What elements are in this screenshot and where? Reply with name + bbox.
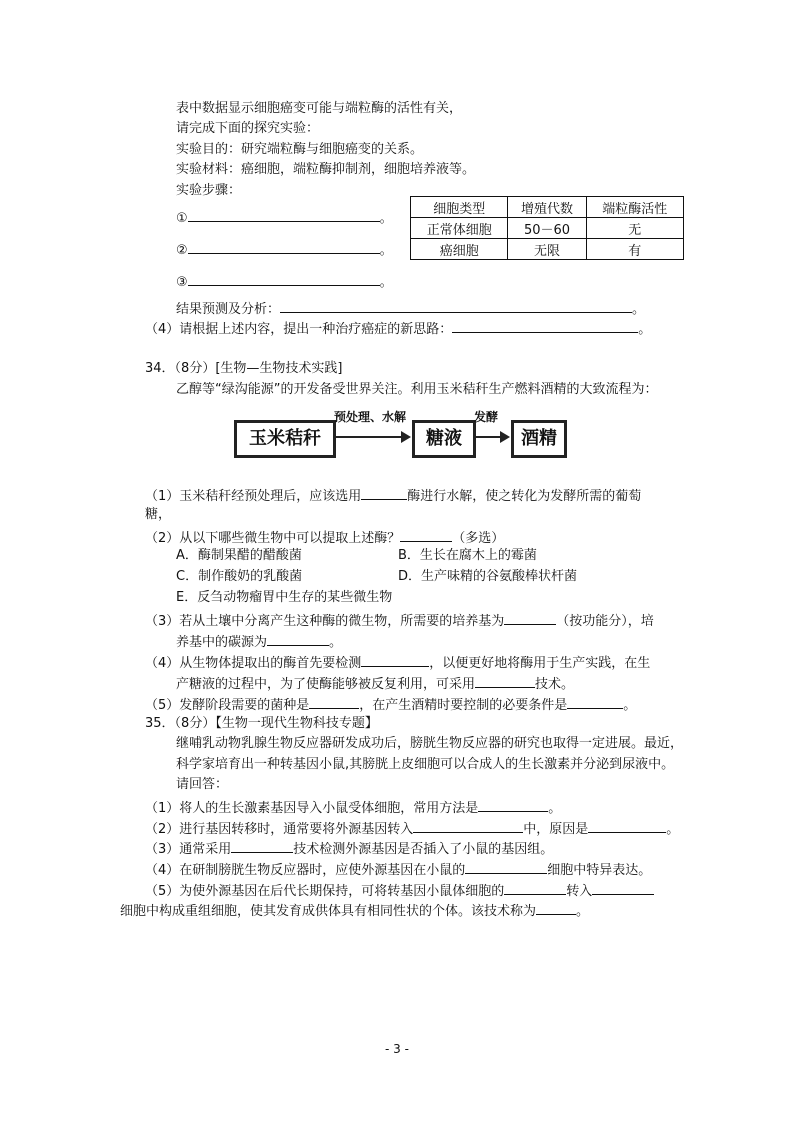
q34-q1-blank[interactable] bbox=[361, 485, 407, 500]
q35-q2: （2）进行基因转移时，通常要将外源基因转入 中，原因是 。 bbox=[145, 818, 679, 839]
q34-q3: （3）若从土壤中分离产生这种酶的微生物，所需要的培养基为 （按功能分），培 bbox=[145, 610, 654, 631]
q35-q2-blank1[interactable] bbox=[413, 818, 523, 833]
arrow-right-icon bbox=[500, 431, 510, 443]
result-blank[interactable] bbox=[280, 298, 632, 313]
q34-q3-blank1[interactable] bbox=[504, 610, 556, 625]
flow-arrow-1 bbox=[333, 436, 401, 438]
step2-blank[interactable] bbox=[188, 239, 380, 254]
q35-heading: 35．（8分）【生物一现代生物科技专题】 bbox=[145, 716, 378, 731]
q33-line1: 表中数据显示细胞癌变可能与端粒酶的活性有关， bbox=[176, 101, 463, 116]
table-header-cell: 端粒酶活性 bbox=[586, 197, 683, 218]
table-cell: 无 bbox=[586, 218, 683, 239]
q34-q4-blank1[interactable] bbox=[361, 652, 429, 667]
flow-box-sugar-solution: 糖液 bbox=[412, 420, 476, 458]
process-flow-diagram bbox=[234, 412, 564, 462]
option-d: D．生产味精的谷氨酸棒状杆菌 bbox=[398, 569, 578, 584]
q33-steps-label: 实验步骤： bbox=[176, 183, 242, 198]
page-number: - 3 - bbox=[385, 1042, 409, 1056]
step1-blank[interactable] bbox=[188, 207, 380, 222]
q35-q5-cont: 细胞中构成重组细胞，使其发育成供体具有相同性状的个体。该技术称为 。 bbox=[120, 900, 589, 921]
table-cell: 正常体细胞 bbox=[411, 218, 508, 239]
table-cell: 无限 bbox=[508, 239, 586, 260]
option-e: E．反刍动物瘤胃中生存的某些微生物 bbox=[176, 590, 393, 605]
flow-box-alcohol: 酒精 bbox=[511, 420, 567, 458]
q33-step3: ③ 。 bbox=[176, 271, 393, 292]
q35-intro3: 请回答： bbox=[176, 777, 229, 792]
q4-blank[interactable] bbox=[452, 318, 638, 333]
q33-materials: 实验材料：癌细胞，端粒酶抑制剂，细胞培养液等。 bbox=[176, 162, 476, 177]
table-header-row bbox=[411, 197, 684, 218]
q34-q5-blank1[interactable] bbox=[309, 694, 359, 709]
table-header-cell: 细胞类型 bbox=[411, 197, 508, 218]
q34-heading: 34．（8分）[生物—生物技术实践] bbox=[145, 361, 343, 376]
q35-q2-blank2[interactable] bbox=[588, 818, 666, 833]
q35-q3: （3）通常采用 技术检测外源基因是否插入了小鼠的基因组。 bbox=[145, 838, 553, 859]
q34-q1: （1）玉米秸秆经预处理后，应该选用 酶进行水解，使之转化为发酵所需的葡萄 bbox=[145, 485, 641, 506]
q35-q4: （4）在研制膀胱生物反应器时，应使外源基因在小鼠的 细胞中特异表达。 bbox=[145, 859, 651, 880]
q35-q1: （1）将人的生长激素基因导入小鼠受体细胞，常用方法是 。 bbox=[145, 797, 561, 818]
q34-q5: （5）发酵阶段需要的菌种是 ，在产生酒精时要控制的必要条件是 。 bbox=[145, 694, 636, 715]
q35-q5-blank1[interactable] bbox=[504, 880, 566, 895]
option-b: B．生长在腐木上的霉菌 bbox=[398, 548, 537, 563]
q33-result: 结果预测及分析： 。 bbox=[176, 298, 645, 319]
q34-q2: （2）从以下哪些微生物中可以提取上述酶？ （多选） bbox=[145, 527, 504, 548]
step3-blank[interactable] bbox=[188, 271, 380, 286]
table-cell: 50－60 bbox=[508, 218, 586, 239]
arrow-right-icon bbox=[401, 431, 411, 443]
q35-q3-blank[interactable] bbox=[231, 838, 293, 853]
q34-q3-cont: 养基中的碳源为 。 bbox=[176, 631, 342, 652]
q35-q4-blank[interactable] bbox=[465, 859, 547, 874]
table-header-cell: 增殖代数 bbox=[508, 197, 586, 218]
q35-q5: （5）为使外源基因在后代长期保持，可将转基因小鼠体细胞的 转入 bbox=[145, 880, 654, 901]
q35-q5-blank2[interactable] bbox=[592, 880, 654, 895]
q34-q2-blank[interactable] bbox=[400, 527, 452, 542]
q33-line2: 请完成下面的探究实验： bbox=[176, 121, 320, 136]
flow-arrow-2 bbox=[473, 436, 501, 438]
table-row bbox=[411, 218, 684, 239]
q34-intro: 乙醇等“绿沟能源”的开发备受世界关注。利用玉米秸秆生产燃料酒精的大致流程为： bbox=[176, 382, 658, 397]
q35-intro2: 科学家培育出一种转基因小鼠,其膀胱上皮细胞可以合成人的生长激素并分泌到尿液中。 bbox=[176, 757, 675, 772]
q33-q4: （4）请根据上述内容，提出一种治疗癌症的新思路： 。 bbox=[145, 318, 651, 339]
q33-purpose: 实验目的：研究端粒酶与细胞癌变的关系。 bbox=[176, 142, 424, 157]
flow-arrow-label-1: 预处理、水解 bbox=[334, 410, 407, 424]
q35-intro1: 继哺乳动物乳腺生物反应器研发成功后，膀胱生物反应器的研究也取得一定进展。最近， bbox=[176, 736, 684, 751]
q34-q4-blank2[interactable] bbox=[475, 673, 535, 688]
option-a: A．酶制果醋的醋酸菌 bbox=[176, 548, 302, 563]
q34-q4-cont: 产糖液的过程中，为了使酶能够被反复利用，可采用 技术。 bbox=[176, 673, 574, 694]
flow-arrow-label-2: 发酵 bbox=[474, 410, 499, 424]
q34-q3-blank2[interactable] bbox=[267, 631, 329, 646]
cell-data-table bbox=[410, 196, 684, 260]
q34-q5-blank2[interactable] bbox=[567, 694, 623, 709]
q34-q1-cont: 糖， bbox=[145, 507, 172, 522]
table-cell: 有 bbox=[586, 239, 683, 260]
flow-box-corn-stalk: 玉米秸秆 bbox=[234, 420, 336, 458]
table-row bbox=[411, 239, 684, 260]
q33-step2: ② 。 bbox=[176, 239, 393, 260]
q34-q4: （4）从生物体提取出的酶首先要检测 ，以便更好地将酶用于生产实践，在生 bbox=[145, 652, 650, 673]
q33-step1: ① 。 bbox=[176, 207, 393, 228]
table-cell: 癌细胞 bbox=[411, 239, 508, 260]
option-c: C．制作酸奶的乳酸菌 bbox=[176, 569, 303, 584]
q35-q5-blank3[interactable] bbox=[536, 900, 576, 915]
q35-q1-blank[interactable] bbox=[478, 797, 548, 812]
